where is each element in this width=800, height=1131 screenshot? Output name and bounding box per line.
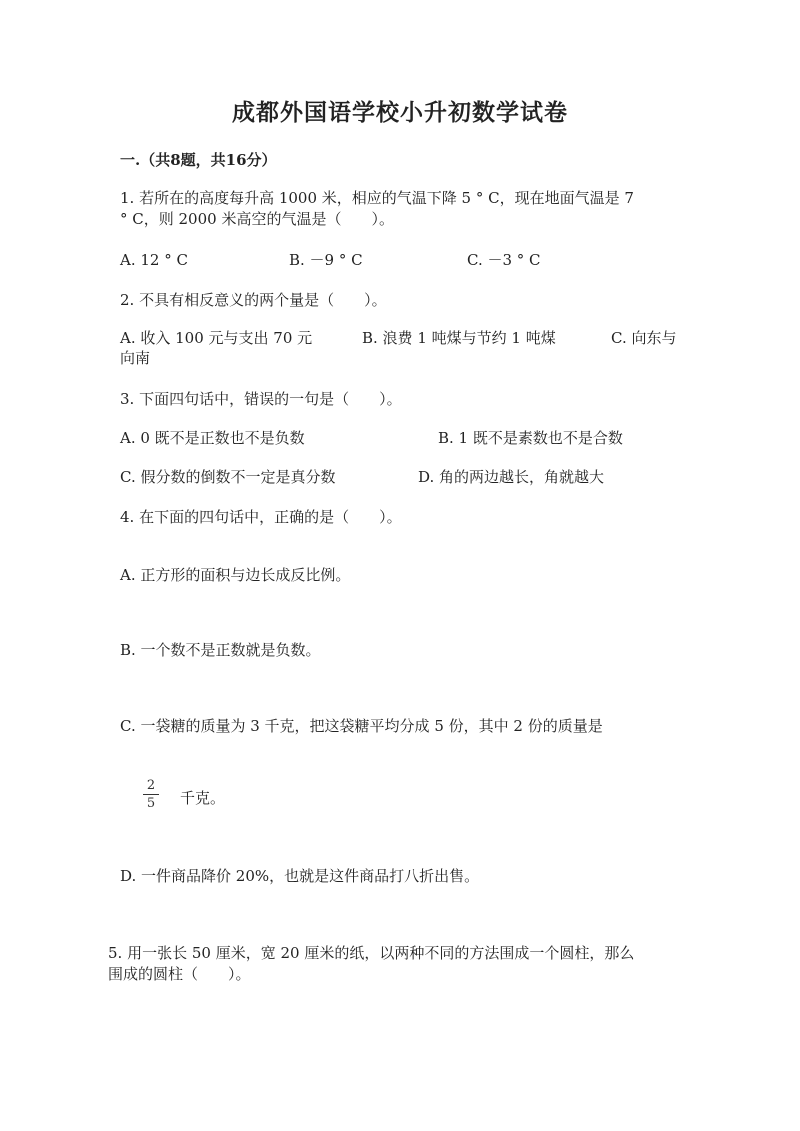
question-1-line-2: ° C，则 2000 米高空的气温是（ ）。 [120,210,394,228]
question-3-option-c: C. 假分数的倒数不一定是真分数 [120,468,336,486]
question-1-option-b: B. －9 ° C [289,251,363,269]
question-3-stem: 3. 下面四句话中，错误的一句是（ ）。 [120,390,402,408]
question-3-option-a: A. 0 既不是正数也不是负数 [120,429,305,447]
question-2-option-c-wrap: 向南 [120,349,151,367]
question-1-option-c: C. －3 ° C [467,251,541,269]
fraction-unit: 千克。 [180,789,226,807]
fraction-two-fifths [143,778,159,811]
question-4-stem: 4. 在下面的四句话中，正确的是（ ）。 [120,508,402,526]
question-5-line-1: 5. 用一张长 50 厘米，宽 20 厘米的纸，以两种不同的方法围成一个圆柱，那么 [108,944,635,962]
question-4-option-c: C. 一袋糖的质量为 3 千克，把这袋糖平均分成 5 份，其中 2 份的质量是 [120,717,603,735]
question-1-option-a: A. 12 ° C [120,251,188,269]
fraction-numerator: 2 [146,778,156,793]
question-3-option-b: B. 1 既不是素数也不是合数 [438,429,623,447]
exam-title: 成都外国语学校小升初数学试卷 [232,99,568,126]
question-2-option-a: A. 收入 100 元与支出 70 元 [120,329,313,347]
question-1-line-1: 1. 若所在的高度每升高 1000 米，相应的气温下降 5 ° C，现在地面气温是 7 [120,189,634,207]
question-2-option-b: B. 浪费 1 吨煤与节约 1 吨煤 [362,329,556,347]
question-4-option-a: A. 正方形的面积与边长成反比例。 [120,566,351,584]
question-4-option-d: D. 一件商品降价 20%，也就是这件商品打八折出售。 [120,867,480,885]
fraction-bar [143,794,159,795]
question-2-stem: 2. 不具有相反意义的两个量是（ ）。 [120,291,387,309]
question-2-option-c: C. 向东与 [611,329,677,347]
fraction-denominator: 5 [146,796,156,811]
question-4-option-b: B. 一个数不是正数就是负数。 [120,641,321,659]
question-5-line-2: 围成的圆柱（ ）。 [108,965,251,983]
section-heading: 一.（共8题，共16分） [120,151,277,169]
question-3-option-d: D. 角的两边越长，角就越大 [418,468,605,486]
